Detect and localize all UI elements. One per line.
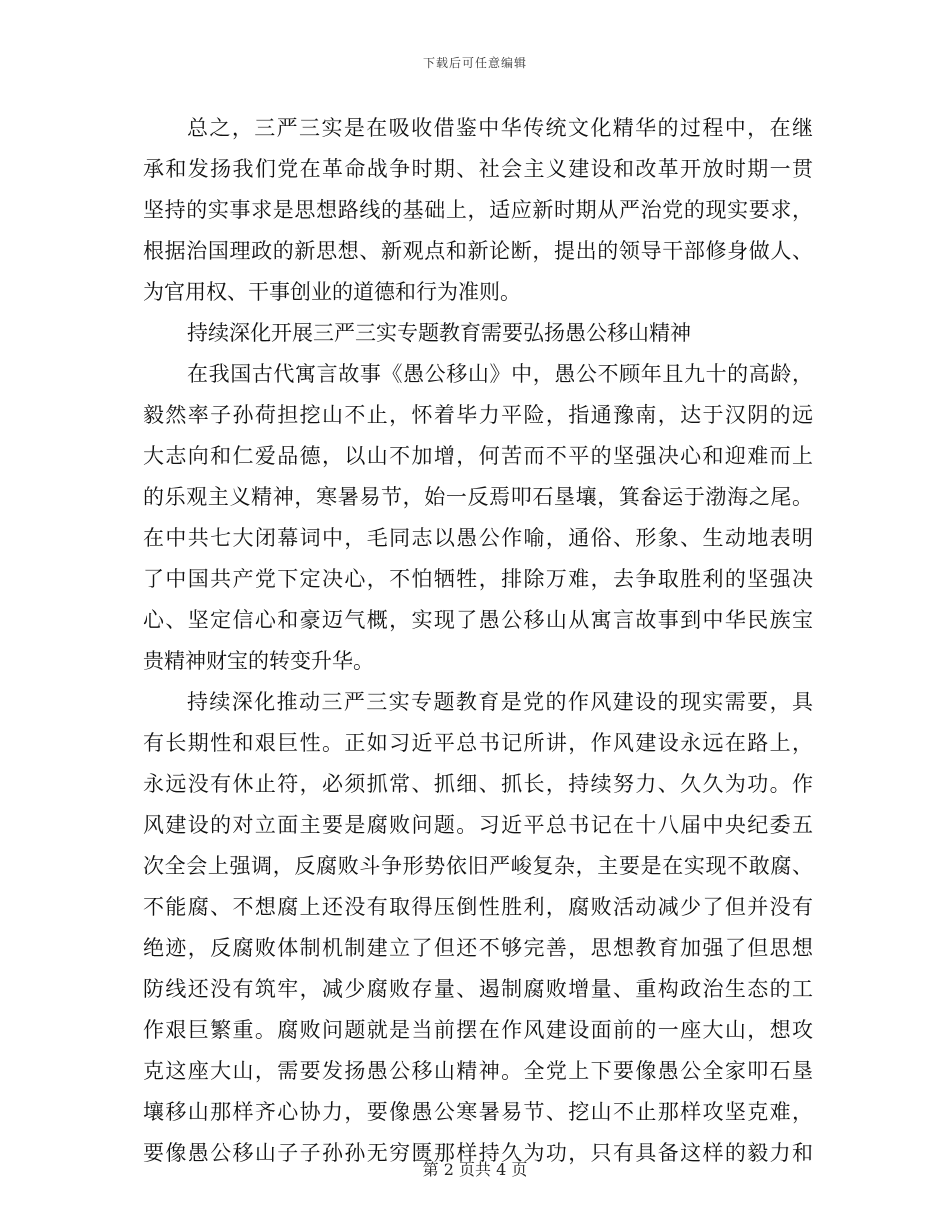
text-line: 次全会上强调，反腐败斗争形势依旧严峻复杂，主要是在实现不敢腐、: [143, 854, 813, 878]
text-line: 了中国共产党下定决心，不怕牺牲，排除万难，去争取胜利的坚强决: [143, 567, 813, 591]
page-header-note: 下载后可任意编辑: [422, 56, 527, 70]
text-line: 绝迹，反腐败体制机制建立了但还不够完善，思想教育加强了但思想: [143, 936, 813, 960]
text-line: 大志向和仁爱品德，以山不加增，何苦而不平的坚强决心和迎难而上: [143, 444, 813, 468]
document-body: [143, 108, 813, 1174]
text-line: 作艰巨繁重。腐败问题就是当前摆在作风建设面前的一座大山，想攻: [143, 1018, 813, 1042]
text-line: 为官用权、干事创业的道德和行为准则。: [143, 280, 521, 304]
page-number: 第 2 页共 4 页: [422, 1160, 528, 1179]
text-line: 在中共七大闭幕词中，毛同志以愚公作喻，通俗、形象、生动地表明: [143, 526, 813, 550]
text-line: 贵精神财宝的转变升华。: [143, 649, 374, 673]
text-line: 不能腐、不想腐上还没有取得压倒性胜利，腐败活动减少了但并没有: [143, 895, 813, 919]
text-line: 在我国古代寓言故事《愚公移山》中，愚公不顾年且九十的高龄，: [187, 362, 813, 386]
text-line: 防线还没有筑牢，减少腐败存量、遏制腐败增量、重构政治生态的工: [143, 977, 813, 1001]
text-line: 毅然率子孙荷担挖山不止，怀着毕力平险，指通豫南，达于汉阴的远: [143, 403, 813, 427]
text-line: 的乐观主义精神，寒暑易节，始一反焉叩石垦壤，箕畚运于渤海之尾。: [143, 485, 813, 509]
text-line: 心、坚定信心和豪迈气概，实现了愚公移山从寓言故事到中华民族宝: [143, 608, 813, 632]
section-heading: 持续深化开展三严三实专题教育需要弘扬愚公移山精神: [187, 321, 691, 345]
text-line: 风建设的对立面主要是腐败问题。习近平总书记在十八届中央纪委五: [143, 813, 813, 837]
text-line: 持续深化推动三严三实专题教育是党的作风建设的现实需要，具: [187, 690, 813, 714]
text-line: 根据治国理政的新思想、新观点和新论断，提出的领导干部修身做人、: [143, 239, 813, 263]
text-line: 总之，三严三实是在吸收借鉴中华传统文化精华的过程中，在继: [187, 116, 813, 140]
text-line: 承和发扬我们党在革命战争时期、社会主义建设和改革开放时期一贯: [143, 157, 813, 181]
text-line: 永远没有休止符，必须抓常、抓细、抓长，持续努力、久久为功。作: [143, 772, 813, 796]
text-line: 有长期性和艰巨性。正如习近平总书记所讲，作风建设永远在路上，: [143, 731, 813, 755]
text-line: 克这座大山，需要发扬愚公移山精神。全党上下要像愚公全家叩石垦: [143, 1059, 813, 1083]
text-line: 坚持的实事求是思想路线的基础上，适应新时期从严治党的现实要求，: [143, 198, 813, 222]
text-line: 壤移山那样齐心协力，要像愚公寒暑易节、挖山不止那样攻坚克难，: [143, 1100, 813, 1124]
text-line: 要像愚公移山子子孙孙无穷匮那样持久为功，只有具备这样的毅力和: [143, 1141, 813, 1165]
